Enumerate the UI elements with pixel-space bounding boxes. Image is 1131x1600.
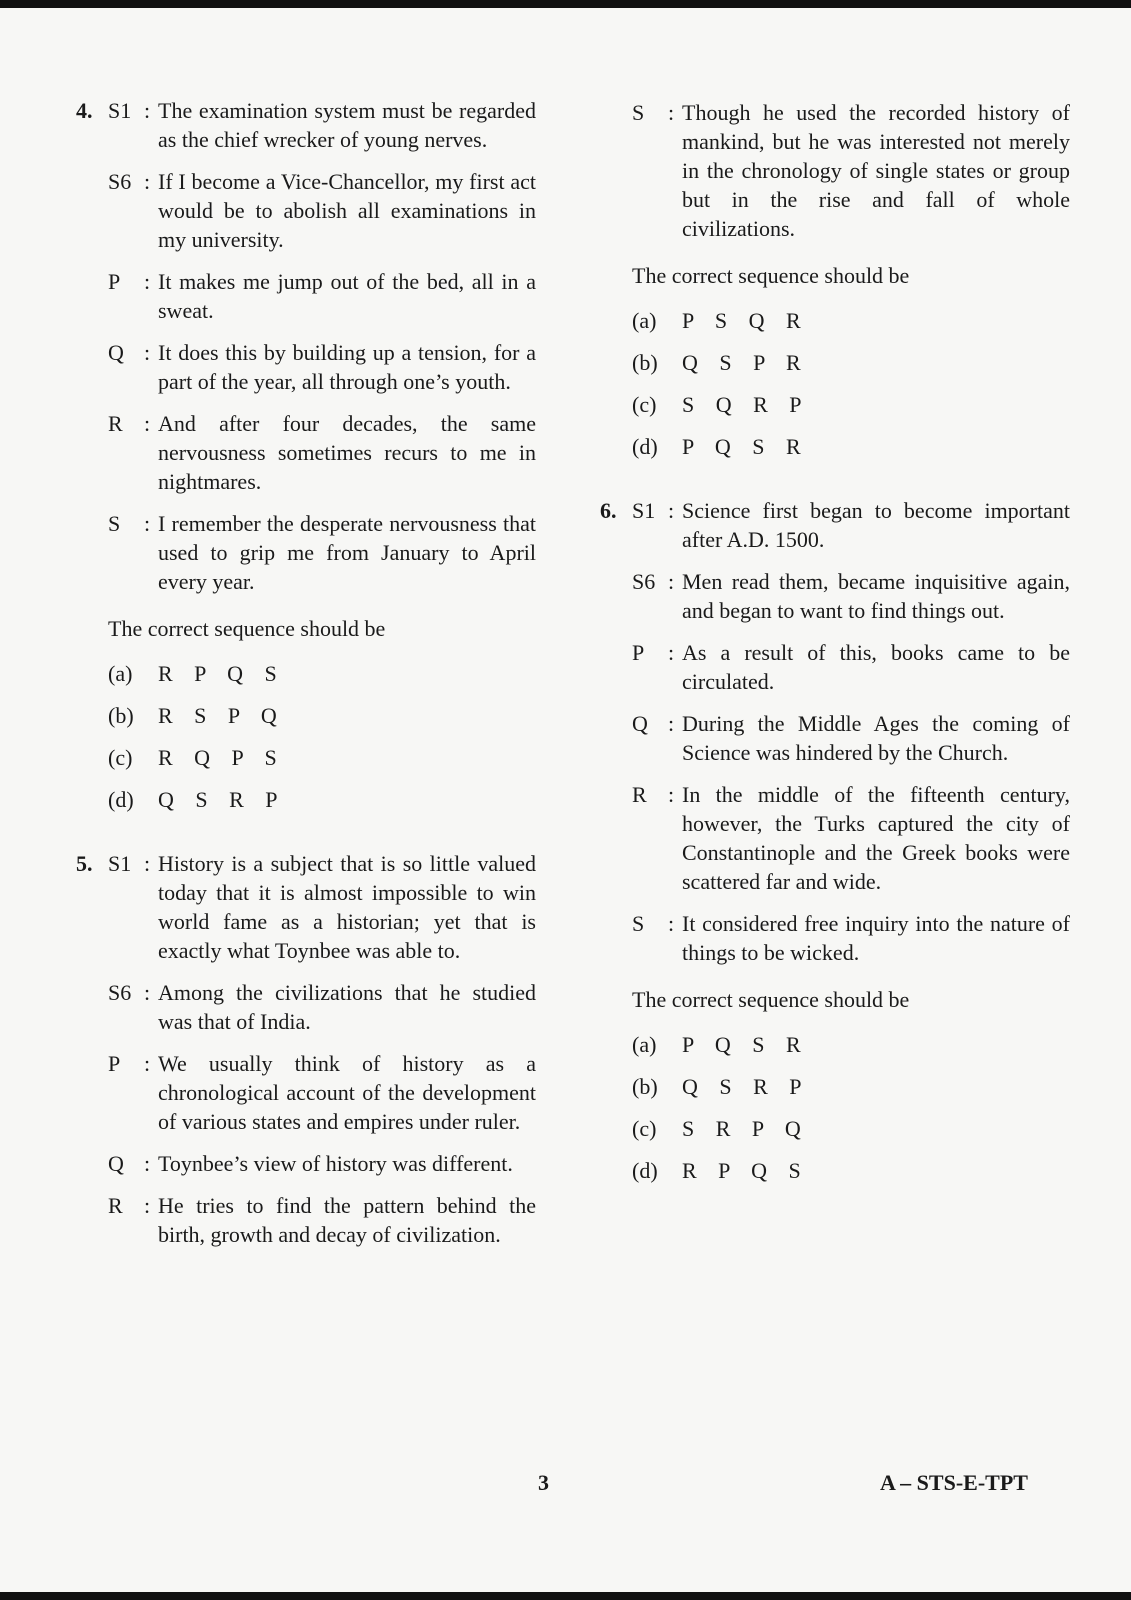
option-value: P S Q R [682,308,809,333]
statement-text: I remember the desperate nervousness that used to grip me from January to April every year. [158,511,536,594]
statement-key: R [108,411,123,436]
statement-text: The examination system must be regarded as the chief wrecker of young nerves. [158,98,536,152]
statement-key: Q [108,340,124,365]
option-label: (b) [632,1074,658,1099]
option-label: (a) [632,308,657,333]
question-number: 6. [600,498,617,523]
option-value: P Q S R [682,1032,809,1057]
statement-text: If I become a Vice-Chancellor, my first act would be to abolish all examinations in my university. [158,169,536,252]
option-label: (d) [632,1158,658,1183]
option-value: P Q S R [682,434,809,459]
statement-key: R [632,782,647,807]
option-label: (d) [632,434,658,459]
option-label: (c) [632,392,657,417]
top-border [0,0,1131,8]
option-d[interactable] [632,432,1070,461]
q6-p: P : As a result of this, books came to be circulated. [632,640,1070,694]
statement-key: S1 [108,851,132,876]
statement-key: S6 [108,980,132,1005]
q5-s6: S6 : Among the civilizations that he studied was that of India. [108,980,536,1034]
statement-key: S [632,100,645,125]
option-label: (a) [108,661,133,686]
statement-text: As a result of this, books came to be circulated. [682,640,1070,694]
option-label: (a) [632,1032,657,1057]
option-c[interactable] [632,1114,1070,1143]
q6-s: S : It considered free inquiry into the nature of things to be wicked. [632,911,1070,965]
option-value: Q S R P [158,787,286,812]
statement-text: Men read them, became inquisitive again, and began to want to find things out. [682,569,1070,623]
option-a[interactable] [632,1030,1070,1059]
option-value: S Q R P [682,392,810,417]
statement-text: Among the civilizations that he studied was that of India. [158,980,536,1034]
statement-key: P [108,1051,121,1076]
option-value: R S P Q [158,703,285,728]
option-value: R P Q S [158,661,285,686]
q4-r: R : And after four decades, the same nervousness sometimes recurs to me in nightmares. [108,411,536,494]
question-number: 5. [76,851,93,876]
q5-q: Q : Toynbee’s view of history was different. [76,1149,536,1178]
statement-text: And after four decades, the same nervousness sometimes recurs to me in nightmares. [158,411,536,494]
right-column [600,98,1070,1198]
option-a[interactable] [108,659,536,688]
statement-text: Toynbee’s view of history was different. [158,1151,513,1176]
option-d[interactable] [632,1156,1070,1185]
q4-s1: 4. S1 : The examination system must be regarded as the chief wrecker of young nerves. [76,98,536,152]
bottom-border [0,1592,1131,1600]
option-value: S R P Q [682,1116,809,1141]
q5-p: P : We usually think of history as a chronological account of the development of various states and empires under ruler. [108,1051,536,1134]
question-number: 4. [76,98,93,123]
q4-s: S : I remember the desperate nervousness that used to grip me from January to April every year. [108,511,536,594]
statement-text: History is a subject that is so little valued today that it is almost impossible to win world fame as a historian; yet that is exactly what Toynbee was able to. [158,851,536,963]
q4-s6: S6 : If I become a Vice-Chancellor, my first act would be to abolish all examinations in my university. [108,169,536,252]
option-label: (b) [632,350,658,375]
option-label: (b) [108,703,134,728]
sequence-prompt: The correct sequence should be [632,263,910,288]
statement-text: It makes me jump out of the bed, all in a sweat. [158,269,536,323]
q6-r: R : In the middle of the fifteenth century, however, the Turks captured the city of Constantinople and the Greek books were scattered far and wide. [632,782,1070,894]
q4-p: P : It makes me jump out of the bed, all in a sweat. [108,269,536,323]
option-b[interactable] [632,1072,1070,1101]
sequence-prompt: The correct sequence should be [632,987,910,1012]
option-label: (d) [108,787,134,812]
statement-text: It considered free inquiry into the nature of things to be wicked. [682,911,1070,965]
statement-key: S1 [108,98,132,123]
statement-key: Q [108,1151,124,1176]
q5-r: R : He tries to find the pattern behind the birth, growth and decay of civilization. [108,1193,536,1247]
option-c[interactable] [108,743,536,772]
q6-s1: 6. S1 : Science first began to become important after A.D. 1500. [600,498,1070,552]
statement-key: S6 [632,569,656,594]
q4-q: Q : It does this by building up a tension, for a part of the year, all through one’s youth. [108,340,536,394]
statement-key: P [108,269,121,294]
left-column [76,96,536,1262]
statement-text: We usually think of history as a chronological account of the development of various states and empires under ruler. [158,1051,536,1134]
option-label: (c) [632,1116,657,1141]
statement-key: P [632,640,645,665]
option-b[interactable] [632,348,1070,377]
option-d[interactable] [108,785,536,814]
statement-text: Science first began to become important after A.D. 1500. [682,498,1070,552]
statement-text: During the Middle Ages the coming of Science was hindered by the Church. [682,711,1070,765]
q6-s6: S6 : Men read them, became inquisitive again, and began to want to find things out. [632,569,1070,623]
statement-key: S6 [108,169,132,194]
statement-key: S [108,511,121,536]
booklet-code: A – STS-E-TPT [880,1470,1028,1495]
sequence-prompt: The correct sequence should be [108,616,386,641]
option-value: Q S P R [682,350,809,375]
option-value: Q S R P [682,1074,810,1099]
option-label: (c) [108,745,133,770]
option-c[interactable] [632,390,1070,419]
statement-key: Q [632,711,648,736]
option-b[interactable] [108,701,536,730]
statement-text: In the middle of the fifteenth century, however, the Turks captured the city of Constantinople and the Greek books were scattered far and wide. [682,782,1070,894]
q5-s: S : Though he used the recorded history of mankind, but he was interested not merely in the chronology of single states or group but in the rise and fall of whole civilizations. [632,100,1070,241]
statement-key: R [108,1193,123,1218]
page-number: 3 [538,1470,549,1495]
option-value: R P Q S [682,1158,809,1183]
statement-text: It does this by building up a tension, for a part of the year, all through one’s youth. [158,340,536,394]
statement-text: He tries to find the pattern behind the birth, growth and decay of civilization. [158,1193,536,1247]
statement-key: S [632,911,645,936]
q6-q: Q : During the Middle Ages the coming of Science was hindered by the Church. [632,711,1070,765]
q5-s1: 5. S1 : History is a subject that is so little valued today that it is almost impossible to win world fame as a historian; yet that is exactly what Toynbee was able to. [76,851,536,963]
statement-text: Though he used the recorded history of mankind, but he was interested not merely in the chronology of single states or group but in the rise and fall of whole civilizations. [682,100,1070,241]
option-a[interactable] [632,306,1070,335]
option-value: R Q P S [158,745,285,770]
statement-key: S1 [632,498,656,523]
